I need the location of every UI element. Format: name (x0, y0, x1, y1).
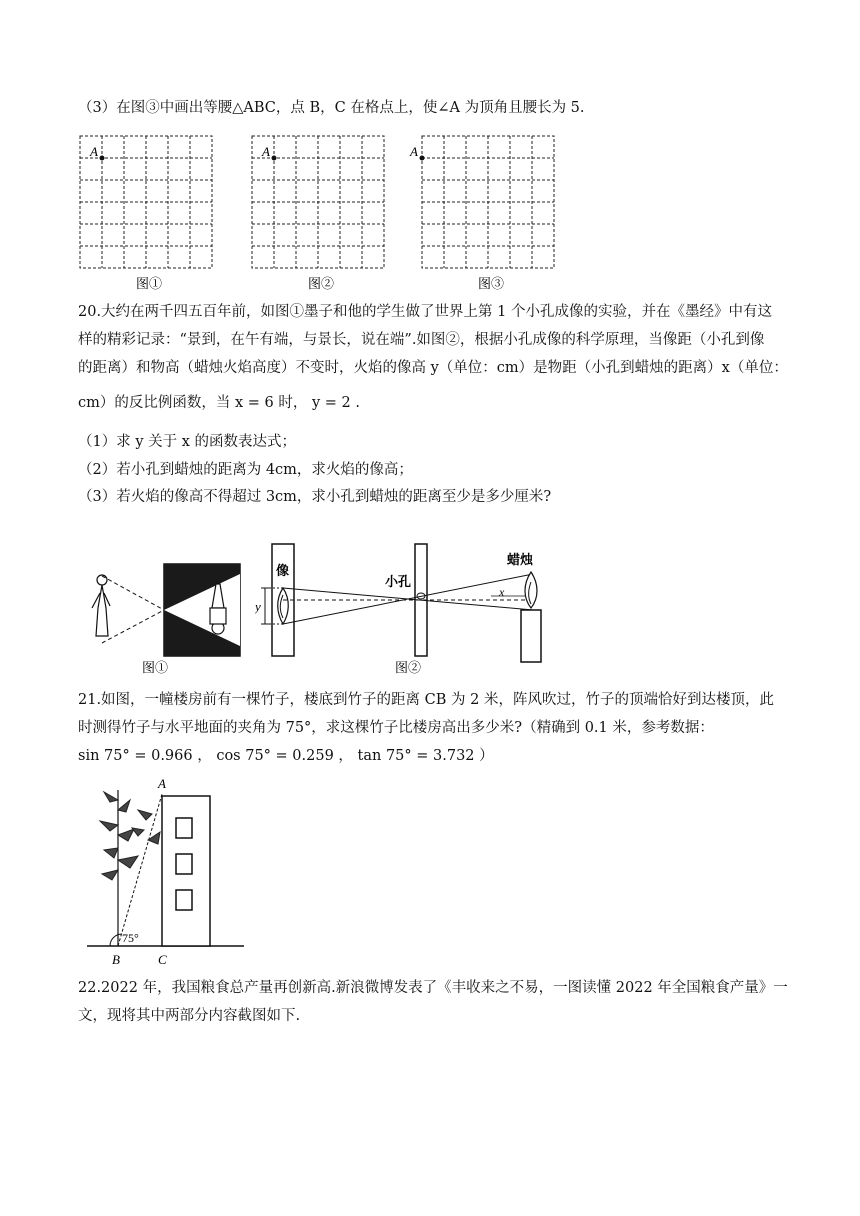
window (176, 818, 192, 838)
light-rays (102, 576, 164, 643)
q20-line-4: cm）的反比例函数，当 x = 6 时， y = 2 . (78, 395, 360, 411)
q20-line-2: 样的精彩记录：“景到，在午有端，与景长，说在端”.如图②，根据小孔成像的科学原理，当像距（小孔到像 (78, 332, 765, 348)
bamboo-slant (118, 794, 162, 946)
q20-figure-1 (82, 548, 252, 678)
q21-line-2: 时测得竹子与水平地面的夹角为 75°，求这棵竹子比楼房高出多少米?（精确到 0.1 米，参考数据： (78, 720, 714, 736)
grid-figure-3 (409, 136, 554, 291)
figure-1-label: 图① (136, 276, 163, 291)
label-hole: 小孔 (385, 574, 412, 589)
q19-part3-text: （3）在图③中画出等腰△ABC，点 B，C 在格点上，使∠A 为顶角且腰长为 5. (78, 100, 585, 116)
q20-sub-1: （1）求 y 关于 x 的函数表达式； (78, 434, 297, 450)
grid-figure-2 (252, 136, 384, 291)
label-x: x (499, 585, 505, 599)
label-c: C (158, 952, 167, 967)
point-a (272, 156, 277, 161)
fig2-label: 图② (395, 660, 422, 675)
angle-label: 75° (122, 931, 139, 945)
label-y: y (255, 599, 261, 614)
figure-3-label: 图③ (478, 276, 505, 291)
candle-body (521, 610, 541, 662)
grid-lines (80, 136, 212, 268)
bamboo-leaves (100, 792, 138, 880)
q20-line-1: 20.大约在两千四五百年前，如图①墨子和他的学生做了世界上第 1 个小孔成像的实验，并在《墨经》中有这 (78, 304, 772, 320)
q21-figure (82, 770, 252, 970)
q19-grid-figures (70, 128, 570, 293)
q20-line-3: 的距离）和物高（蜡烛火焰高度）不变时，火焰的像高 y（单位：cm）是物距（小孔到蜡烛的距离）x（单位： (78, 360, 788, 376)
label-image: 像 (276, 563, 290, 578)
person-figure (92, 575, 110, 636)
q22-line-1: 22.2022 年，我国粮食总产量再创新高.新浪微博发表了《丰收来之不易，一图读懂 2022 年全国粮食产量》一 (78, 980, 788, 996)
fig1-label: 图① (142, 660, 169, 675)
point-a (100, 156, 105, 161)
candle-flame (525, 572, 537, 608)
q21-line-1: 21.如图，一幢楼房前有一棵竹子，楼底到竹子的距离 CB 为 2 米，阵风吹过，竹子的顶端恰好到达楼顶，此 (78, 692, 774, 708)
point-a-label: A (410, 144, 418, 159)
q20-sub-3: （3）若火焰的像高不得超过 3cm，求小孔到蜡烛的距离至少是多少厘米? (78, 489, 552, 505)
point-a-label: A (90, 144, 98, 159)
window (176, 854, 192, 874)
figure-2-label: 图② (308, 276, 335, 291)
q20-figure-2 (255, 540, 575, 680)
q20-sub-2: （2）若小孔到蜡烛的距离为 4cm，求火焰的像高； (78, 462, 413, 478)
q22-line-2: 文，现将其中两部分内容截图如下. (78, 1008, 301, 1024)
label-a: A (158, 776, 166, 791)
point-a (420, 156, 425, 161)
grid-figure-1 (80, 136, 212, 291)
window (176, 890, 192, 910)
q21-line-3: sin 75° = 0.966 ， cos 75° = 0.259 ， tan 75° = 3.732 ） (78, 748, 494, 764)
label-candle: 蜡烛 (507, 552, 534, 567)
point-a-label: A (262, 144, 270, 159)
label-b: B (112, 952, 120, 967)
